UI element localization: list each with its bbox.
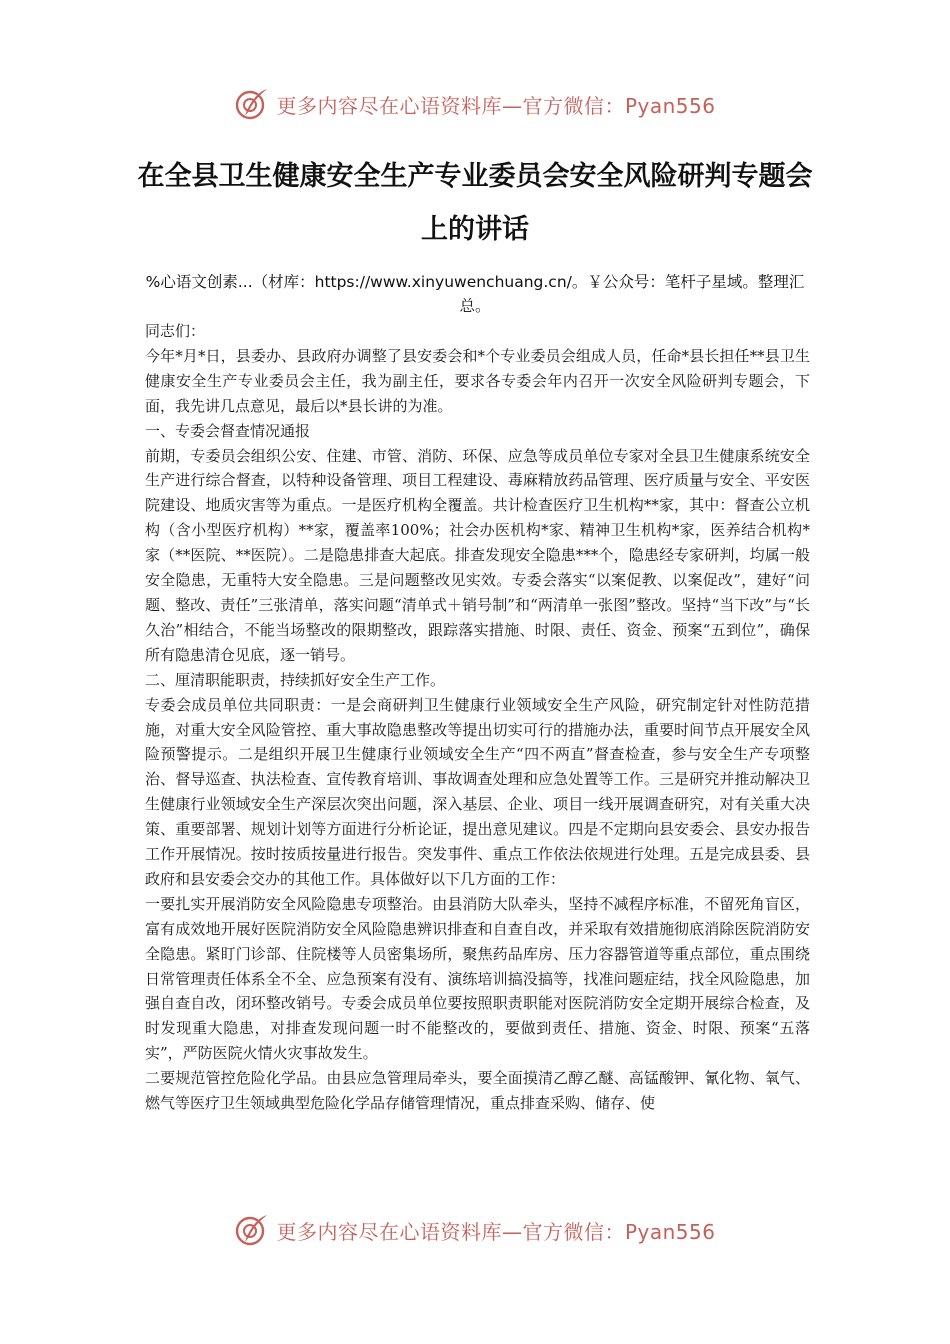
paragraph-hazardous-chemicals: 二要规范管控危险化学品。由县应急管理局牵头，要全面摸清乙醇乙醚、高锰酸钾、氰化物、氧气、燃气等医疗卫生领域典型危险化学品存储管理情况，重点排查采购、储存、使 xyxy=(145,1069,810,1113)
paragraph-fire-safety: 一要扎实开展消防安全风险隐患专项整治。由县消防大队牵头，坚持不减程序标准，不留死角盲区，富有成效地开展好医院消防安全风险隐患辨识排查和自查自改，并采取有效措施彻底消除医院消防安全隐患。紧盯门诊部、住院楼等人员密集场所，聚焦药品库房、压力容器管道等重点部位，重点围绕日常管理责任体系全不全、应急预案有没有、演练培训搞没搞等，找准问题症结，找全风险隐患，加强自查自改，闭环整改销号。专委会成员单位要按照职责职能对医院消防安全定期开展综合检查，及时发现重大隐患，对排查发现问题一时不能整改的，要做到责任、措施、资金、时限、预案“五落实”，严防医院火情火灾事故发生。 xyxy=(145,894,810,1063)
banner-text: 更多内容尽在心语资料库—官方微信：Pyan556 xyxy=(276,1219,716,1244)
banner-text: 更多内容尽在心语资料库—官方微信：Pyan556 xyxy=(276,93,716,118)
document-title: 在全县卫生健康安全生产专业委员会安全风险研判专题会上的讲话 xyxy=(137,161,813,245)
paragraph-intro: 今年*月*日，县委办、县政府办调整了县安委会和*个专业委员会组成人员，任命*县长担任**县卫生健康安全生产专业委员会主任，我为副主任，要求各专委会年内召开一次安全风险研判专题会，下面，我先讲几点意见，最后以*县长讲的为准。 xyxy=(145,346,810,415)
section-heading-2: 二、厘清职能职责，持续抓好安全生产工作。 xyxy=(145,670,446,689)
paragraph-duties: 专委会成员单位共同职责：一是会商研判卫生健康行业领域安全生产风险，研究制定针对性防范措施，对重大安全风险管控、重大事故隐患整改等提出切实可行的措施办法，重要时间节点开展安全风险预警提示。二是组织开展卫生健康行业领域安全生产“四不两直”督查检查，参与安全生产专项整治、督导巡查、执法检查、宣传教育培训、事故调查处理和应急处置等工作。三是研究并推动解决卫生健康行业领域安全生产深层次突出问题，深入基层、企业、项目一线开展调查研究，对有关重大决策、重要部署、规划计划等方面进行分析论证，提出意见建议。四是不定期向县安委会、县安办报告工作开展情况。按时按质按量进行报告。突发事件、重点工作依法依规进行处理。五是完成县委、县政府和县安委会交办的其他工作。具体做好以下几方面的工作： xyxy=(145,695,810,888)
footer-banner xyxy=(0,1208,950,1252)
quill-logo-icon xyxy=(234,86,270,122)
header-banner xyxy=(0,82,950,126)
document-subtitle: %心语文创素...（材库：https://www.xinyuwenchuang.cn/。￥公众号：笔杆子星域。整理汇总。 xyxy=(145,273,805,315)
paragraph-section-1: 前期，专委员会组织公安、住建、市管、消防、环保、应急等成员单位专家对全县卫生健康系统安全生产进行综合督查，以特种设备管理、项目工程建设、毒麻精放药品管理、医疗质量与安全、平安医院建设、地质灾害等为重点。一是医疗机构全覆盖。共计检查医疗卫生机构**家，其中：督查公立机构（含小型医疗机构）**家，覆盖率100%；社会办医机构*家、精神卫生机构*家，医养结合机构*家（**医院、**医院）。二是隐患排查大起底。排查发现安全隐患***个，隐患经专家研判，均属一般安全隐患，无重特大安全隐患。三是问题整改见实效。专委会落实“以案促教、以案促改”，建好“问题、整改、责任”三张清单，落实问题“清单式＋销号制”和“两清单一张图”整改。坚持“当下改”与“长久治”相结合，不能当场整改的限期整改，跟踪落实措施、时限、责任、资金、预案“五到位”，确保所有隐患清仓见底，逐一销号。 xyxy=(145,446,810,664)
section-heading-1: 一、专委会督查情况通报 xyxy=(145,421,311,440)
quill-logo-icon xyxy=(234,1212,270,1248)
document-body xyxy=(145,319,810,1116)
salutation: 同志们： xyxy=(145,322,206,340)
